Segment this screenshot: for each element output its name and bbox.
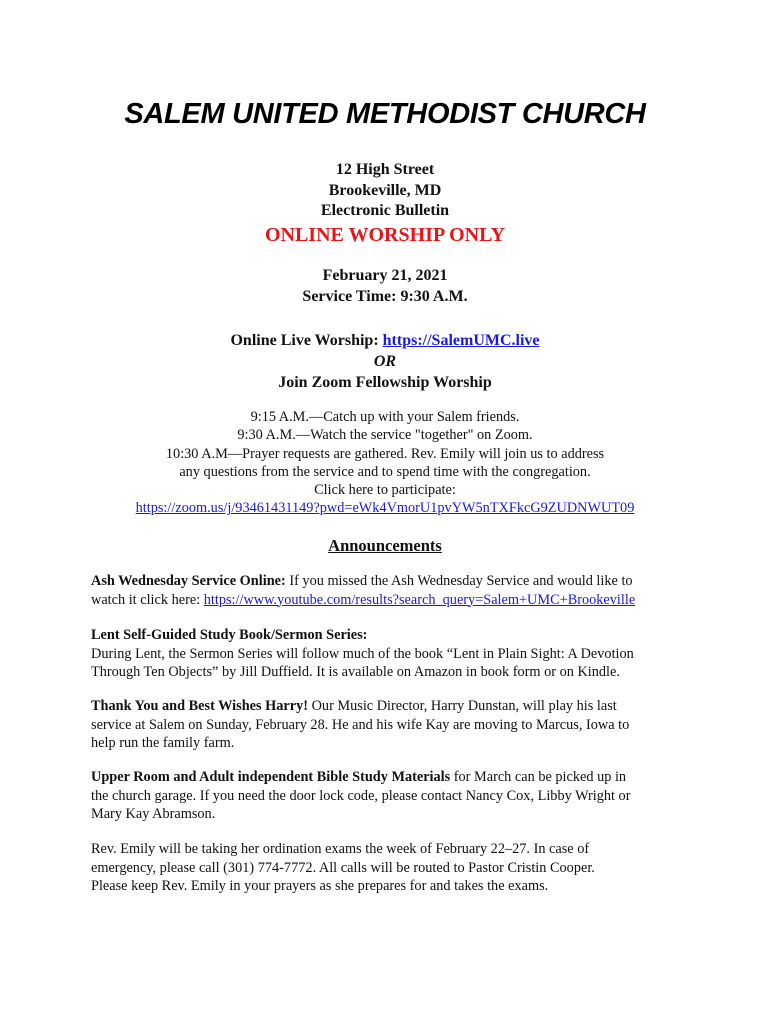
lent-bold: Lent Self-Guided Study Book/Sermon Series: [91, 627, 368, 643]
upper-room-line-3: Mary Kay Abramson. [91, 806, 216, 823]
announcements-heading: Announcements [328, 536, 442, 555]
ash-text-1: If you missed the Ash Wednesday Service and would like to [285, 573, 633, 589]
upper-room-announcement [91, 768, 691, 824]
emily-line-2: emergency, please call (301) 774-7772. All calls will be routed to Pastor Cristin Cooper. [91, 859, 595, 876]
upper-room-bold: Upper Room and Adult independent Bible Study Materials [91, 769, 451, 785]
ash-wednesday-announcement [91, 572, 691, 609]
street-address: 12 High Street [335, 161, 435, 178]
ash-bold: Ash Wednesday Service Online: [91, 573, 286, 589]
harry-text-1: Our Music Director, Harry Dunstan, will play his last [308, 698, 617, 714]
upper-room-text-1: for March can be picked up in [450, 769, 627, 785]
zoom-heading: Join Zoom Fellowship Worship [278, 374, 492, 391]
harry-line-3: help run the family farm. [91, 735, 235, 752]
harry-bold: Thank You and Best Wishes Harry! [91, 698, 309, 714]
ash-text-2: watch it click here: [91, 591, 204, 608]
address-block [0, 160, 770, 248]
church-title: SALEM UNITED METHODIST CHURCH [124, 98, 646, 130]
upper-room-line-2: the church garage. If you need the door lock code, please contact Nancy Cox, Libby Wright or [91, 787, 631, 804]
harry-announcement [91, 697, 691, 753]
online-only-banner: ONLINE WORSHIP ONLY [264, 223, 506, 246]
zoom-line-3: 10:30 A.M—Prayer requests are gathered. Rev. Emily will join us to address [165, 445, 605, 462]
emily-line-3: Please keep Rev. Emily in your prayers as she prepares for and takes the exams. [91, 878, 549, 895]
lent-line-2: Through Ten Objects” by Jill Duffield. It is available on Amazon in book form or on Kindle. [91, 664, 620, 681]
zoom-line-5: Click here to participate: [314, 482, 456, 499]
live-worship-label: Online Live Worship: [230, 332, 383, 349]
zoom-line-4: any questions from the service and to spend time with the congregation. [179, 463, 591, 480]
zoom-line-2: 9:30 A.M.—Watch the service "together" on Zoom. [237, 427, 533, 444]
live-worship-line [0, 330, 770, 351]
lent-announcement [91, 626, 691, 682]
emily-line-1: Rev. Emily will be taking her ordination exams the week of February 22–27. In case of [91, 841, 590, 857]
service-date: February 21, 2021 [322, 267, 448, 284]
zoom-line-1: 9:15 A.M.—Catch up with your Salem friends. [250, 409, 520, 425]
harry-line-2: service at Salem on Sunday, February 28. He and his wife Kay are moving to Marcus, Iowa to [91, 716, 630, 733]
lent-line-1: During Lent, the Sermon Series will follow much of the book “Lent in Plain Sight: A Devotion [91, 645, 634, 662]
zoom-link[interactable]: https://zoom.us/j/93461431149?pwd=eWk4VmorU1pvYW5nTXFkcG9ZUDNWUT09 [135, 500, 635, 517]
live-worship-block [0, 330, 770, 393]
youtube-link[interactable]: https://www.youtube.com/results?search_query=Salem+UMC+Brookeville [203, 591, 636, 608]
rev-emily-announcement [91, 840, 691, 896]
live-worship-link[interactable]: https://SalemUMC.live [382, 332, 540, 349]
service-info [0, 266, 770, 307]
bulletin-label: Electronic Bulletin [320, 202, 450, 219]
or-separator: OR [373, 353, 397, 370]
service-time: Service Time: 9:30 A.M. [302, 287, 468, 305]
city-state: Brookeville, MD [328, 181, 442, 199]
zoom-schedule [0, 408, 770, 518]
